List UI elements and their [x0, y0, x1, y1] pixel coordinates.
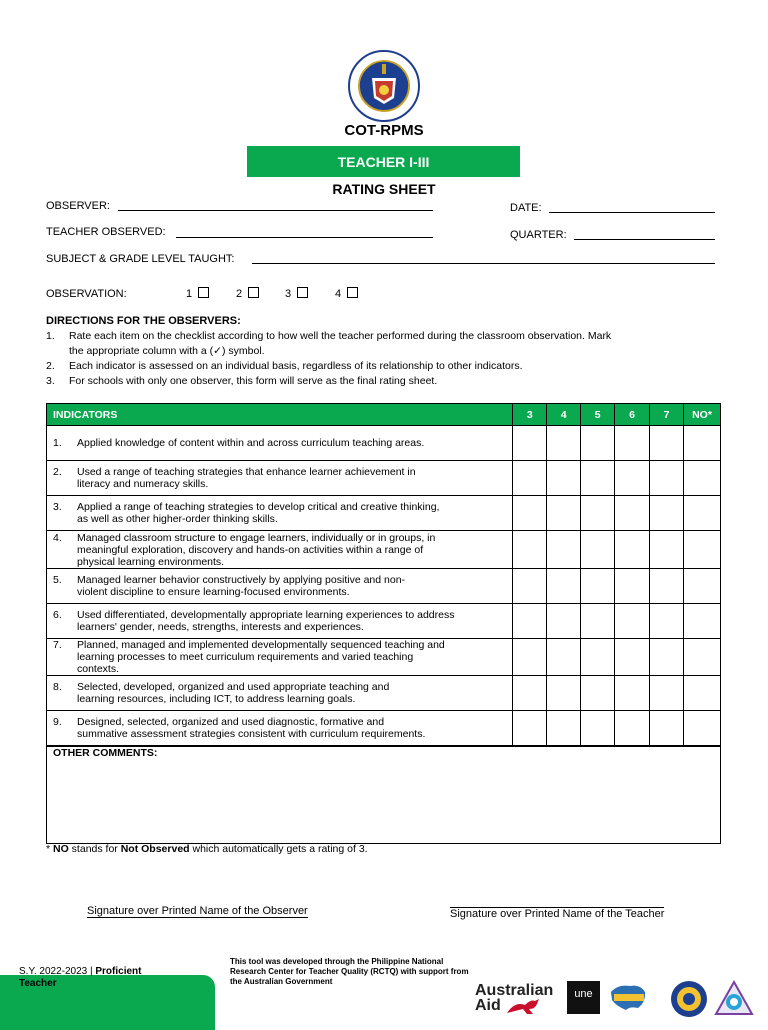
teacher-level-banner: TEACHER I-III [247, 146, 520, 177]
header-rating-6: 6 [615, 404, 650, 426]
rating-cell[interactable] [547, 604, 581, 639]
rating-cell[interactable] [615, 426, 650, 461]
indicator-cell: 2. Used a range of teaching strategies that enhance learner achievement in literacy and numeracy skills. [47, 461, 513, 496]
rating-cell[interactable] [547, 531, 581, 569]
date-label: DATE: [510, 202, 542, 214]
directions-item: the appropriate column with a (✓) symbol. [69, 345, 265, 357]
rating-cell[interactable] [615, 531, 650, 569]
rating-cell[interactable] [683, 604, 720, 639]
header-indicators: INDICATORS [47, 404, 513, 426]
rating-cell[interactable] [581, 676, 615, 711]
rating-cell[interactable] [581, 569, 615, 604]
rating-cell[interactable] [683, 531, 720, 569]
directions-heading: DIRECTIONS FOR THE OBSERVERS: [46, 315, 241, 327]
rating-cell[interactable] [547, 426, 581, 461]
rating-cell[interactable] [683, 496, 720, 531]
teacher-signature-line: Signature over Printed Name of the Teacher [450, 908, 665, 920]
header-not-observed: NO* [683, 404, 720, 426]
rating-cell[interactable] [650, 461, 684, 496]
date-field[interactable] [549, 212, 715, 213]
rating-cell[interactable] [650, 426, 684, 461]
rating-cell[interactable] [650, 639, 684, 676]
observer-field[interactable] [118, 210, 433, 211]
rating-cell[interactable] [581, 531, 615, 569]
rating-cell[interactable] [615, 604, 650, 639]
rating-cell[interactable] [547, 461, 581, 496]
rating-cell[interactable] [615, 676, 650, 711]
checkbox-icon[interactable] [198, 287, 209, 298]
rating-cell[interactable] [615, 639, 650, 676]
indicator-cell: 9. Designed, selected, organized and used diagnostic, formative and summative assessment strategies consistent with curriculum requirements. [47, 711, 513, 746]
page-title: COT-RPMS [344, 122, 424, 139]
australian-aid-logo: Australian Aid [475, 982, 554, 1014]
indicator-cell: 1. Applied knowledge of content within and across curriculum teaching areas. [47, 426, 513, 461]
table-row [47, 496, 721, 531]
header-rating-7: 7 [650, 404, 684, 426]
teacher-observed-field[interactable] [176, 237, 433, 238]
rating-cell[interactable] [513, 711, 547, 746]
rating-cell[interactable] [513, 426, 547, 461]
checkbox-icon[interactable] [248, 287, 259, 298]
rating-cell[interactable] [683, 676, 720, 711]
rating-cell[interactable] [615, 461, 650, 496]
rating-cell[interactable] [650, 711, 684, 746]
rating-cell[interactable] [615, 711, 650, 746]
rating-cell[interactable] [547, 496, 581, 531]
rating-cell[interactable] [581, 496, 615, 531]
indicator-cell: 6. Used differentiated, developmentally appropriate learning experiences to address learners' gender, needs, strengths, interests and experiences. [47, 604, 513, 639]
rctq-logo [714, 980, 754, 1016]
rating-cell[interactable] [581, 426, 615, 461]
subject-grade-field[interactable] [252, 263, 715, 264]
checkbox-icon[interactable] [297, 287, 308, 298]
rating-cell[interactable] [581, 461, 615, 496]
rating-cell[interactable] [650, 604, 684, 639]
indicator-cell: 5. Managed learner behavior constructively by applying positive and non- violent discipline to ensure learning-focused environments. [47, 569, 513, 604]
rating-cell[interactable] [581, 711, 615, 746]
rating-cell[interactable] [547, 711, 581, 746]
directions-item: 2. Each indicator is assessed on an individual basis, regardless of its relationship to other indicators. [46, 360, 523, 372]
rating-cell[interactable] [683, 426, 720, 461]
rating-cell[interactable] [581, 639, 615, 676]
rating-cell[interactable] [581, 604, 615, 639]
rating-cell[interactable] [513, 604, 547, 639]
rating-cell[interactable] [615, 569, 650, 604]
simerr-logo [608, 982, 648, 1012]
subject-grade-label: SUBJECT & GRADE LEVEL TAUGHT: [46, 253, 235, 265]
rating-cell[interactable] [683, 711, 720, 746]
not-observed-note: * NO stands for Not Observed which automatically gets a rating of 3. [46, 843, 368, 855]
rating-cell[interactable] [650, 531, 684, 569]
table-row [47, 531, 721, 569]
partner-seal-logo [670, 980, 708, 1018]
directions-item: 1. Rate each item on the checklist according to how well the teacher performed during the classroom observation. Mark [46, 330, 612, 342]
rating-sheet-title: RATING SHEET [332, 181, 436, 197]
rating-cell[interactable] [513, 531, 547, 569]
rating-cell[interactable] [683, 639, 720, 676]
quarter-field[interactable] [574, 239, 715, 240]
indicator-cell: 7. Planned, managed and implemented developmentally sequenced teaching and learning processes to meet curriculum requirements and varied teaching contexts. [47, 639, 513, 676]
other-comments-label: OTHER COMMENTS: [53, 747, 158, 759]
rating-cell[interactable] [683, 569, 720, 604]
table-row [47, 676, 721, 711]
rating-cell[interactable] [513, 496, 547, 531]
rating-cell[interactable] [513, 676, 547, 711]
observation-label: OBSERVATION: [46, 288, 127, 300]
table-row [47, 639, 721, 676]
observer-signature-line: Signature over Printed Name of the Observer [87, 905, 308, 917]
table-row [47, 461, 721, 496]
teacher-observed-label: TEACHER OBSERVED: [46, 226, 166, 238]
school-year-label: S.Y. 2022-2023 | Proficient Teacher [19, 966, 142, 989]
other-comments-box[interactable] [46, 746, 721, 844]
development-credit: This tool was developed through the Philippine National Research Center for Teacher Quality (RCTQ) with support from the Australian Government [230, 957, 469, 986]
rating-cell[interactable] [513, 569, 547, 604]
observation-option-3[interactable]: 3 [285, 287, 308, 300]
rating-cell[interactable] [547, 676, 581, 711]
indicator-cell: 3. Applied a range of teaching strategies to develop critical and creative thinking, as well as other higher-order thinking skills. [47, 496, 513, 531]
rating-cell[interactable] [513, 639, 547, 676]
deped-seal [348, 50, 420, 122]
indicator-cell: 4. Managed classroom structure to engage learners, individually or in groups, in meaningful exploration, discovery and hands-on activities within a range of physical learning environments. [47, 531, 513, 569]
header-rating-4: 4 [547, 404, 581, 426]
rating-cell[interactable] [683, 461, 720, 496]
indicators-table [46, 403, 721, 746]
table-row [47, 711, 721, 746]
observer-label: OBSERVER: [46, 200, 110, 212]
rating-cell[interactable] [547, 639, 581, 676]
checkbox-icon[interactable] [347, 287, 358, 298]
table-header-row [47, 404, 721, 426]
rating-cell[interactable] [650, 496, 684, 531]
table-row [47, 604, 721, 639]
rating-cell[interactable] [513, 461, 547, 496]
rating-cell[interactable] [547, 569, 581, 604]
rating-cell[interactable] [650, 676, 684, 711]
observation-option-1[interactable]: 1 [186, 287, 209, 300]
observation-option-2[interactable]: 2 [236, 287, 259, 300]
rating-cell[interactable] [615, 496, 650, 531]
rating-cell[interactable] [650, 569, 684, 604]
table-row [47, 569, 721, 604]
indicator-cell: 8. Selected, developed, organized and used appropriate teaching and learning resources, including ICT, to address learning goals. [47, 676, 513, 711]
observation-option-4[interactable]: 4 [335, 287, 358, 300]
directions-item: 3. For schools with only one observer, this form will serve as the final rating sheet. [46, 375, 438, 387]
table-row [47, 426, 721, 461]
quarter-label: QUARTER: [510, 229, 567, 241]
header-rating-5: 5 [581, 404, 615, 426]
header-rating-3: 3 [513, 404, 547, 426]
une-logo: une [567, 981, 600, 1014]
kangaroo-icon [505, 997, 543, 1015]
